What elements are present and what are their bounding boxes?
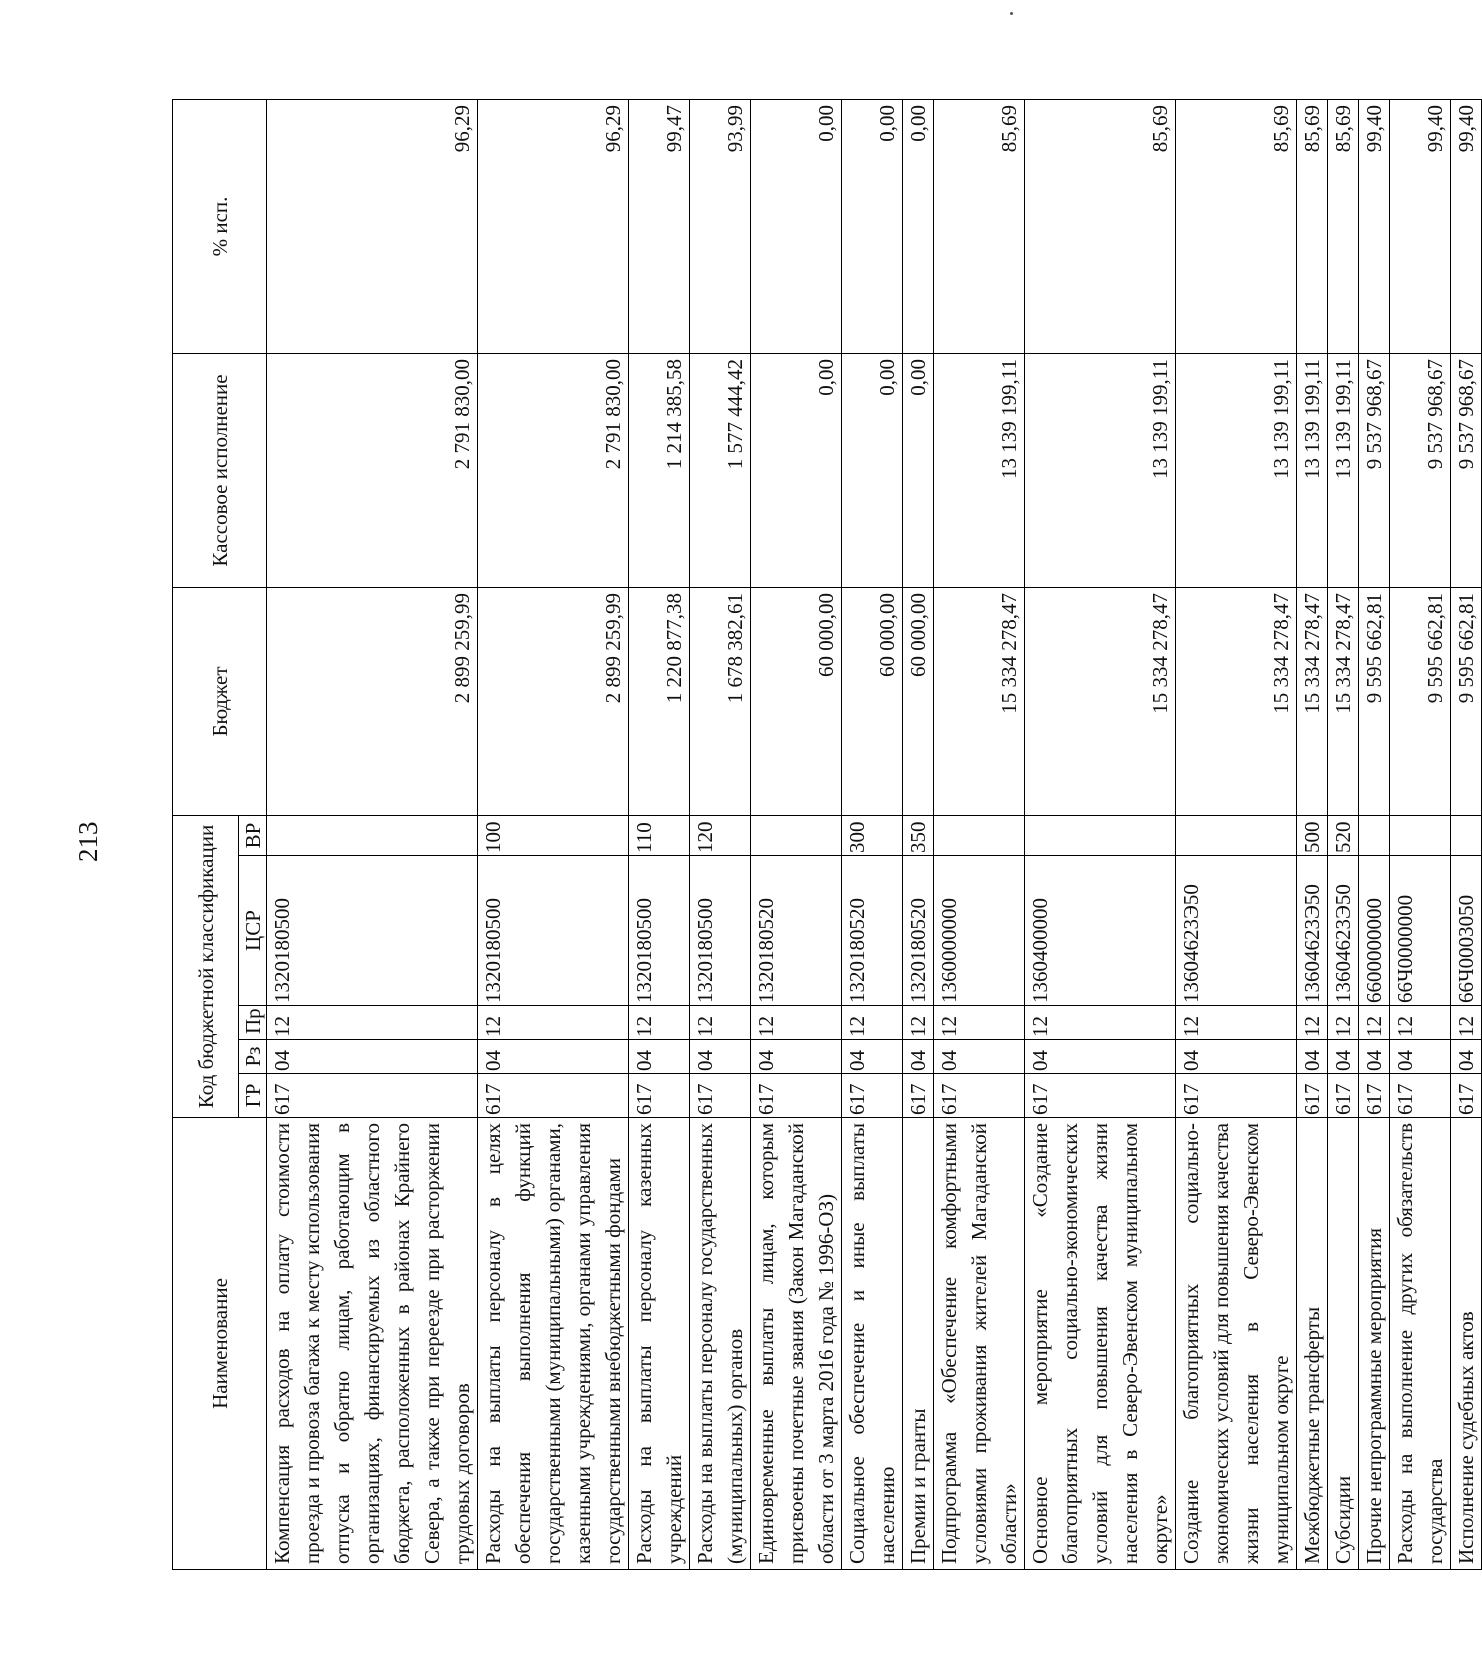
header-name: Наименование bbox=[173, 1118, 267, 1570]
cell-rz: 04 bbox=[1328, 1040, 1359, 1074]
cell-pr: 12 bbox=[267, 1006, 478, 1040]
cell-rz: 04 bbox=[690, 1040, 751, 1074]
cell-name: Межбюджетные трансферты bbox=[1297, 1118, 1328, 1570]
table-row bbox=[1451, 99, 1482, 1569]
cell-gr: 617 bbox=[934, 1074, 1025, 1118]
cell-cash: 9 537 968,67 bbox=[1390, 353, 1451, 587]
cell-rz: 04 bbox=[629, 1040, 690, 1074]
cell-pct: 99,40 bbox=[1359, 99, 1390, 353]
cell-vr: 110 bbox=[629, 815, 690, 855]
header-pct: % исп. bbox=[173, 99, 267, 353]
cell-pct: 0,00 bbox=[903, 99, 934, 353]
table-row bbox=[934, 99, 1025, 1569]
cell-csr: 1360000000 bbox=[934, 856, 1025, 1006]
cell-csr: 66Ч0003050 bbox=[1451, 856, 1482, 1006]
cell-csr: 13604623Э50 bbox=[1297, 856, 1328, 1006]
cell-csr: 1320180500 bbox=[629, 856, 690, 1006]
cell-cash: 0,00 bbox=[842, 353, 903, 587]
cell-pr: 12 bbox=[1297, 1006, 1328, 1040]
cell-cash: 2 791 830,00 bbox=[267, 353, 478, 587]
cell-vr bbox=[934, 815, 1025, 855]
table-row bbox=[1390, 99, 1451, 1569]
cell-cash: 13 139 199,11 bbox=[1176, 353, 1297, 587]
cell-gr: 617 bbox=[1176, 1074, 1297, 1118]
cell-csr: 6600000000 bbox=[1359, 856, 1390, 1006]
cell-vr bbox=[267, 815, 478, 855]
cell-csr: 1320180520 bbox=[842, 856, 903, 1006]
header-pr: Пр bbox=[239, 1006, 267, 1040]
cell-gr: 617 bbox=[751, 1074, 842, 1118]
cell-vr bbox=[1451, 815, 1482, 855]
cell-pr: 12 bbox=[751, 1006, 842, 1040]
cell-budget: 60 000,00 bbox=[903, 587, 934, 815]
cell-vr bbox=[1176, 815, 1297, 855]
table-row bbox=[751, 99, 842, 1569]
cell-csr: 13604623Э50 bbox=[1328, 856, 1359, 1006]
cell-budget: 1 678 382,61 bbox=[690, 587, 751, 815]
page-number: 213 bbox=[73, 821, 103, 862]
cell-csr: 13604623Э50 bbox=[1176, 856, 1297, 1006]
cell-pct: 99,47 bbox=[629, 99, 690, 353]
cell-name: Расходы на выполнение других обязательств государства bbox=[1390, 1118, 1451, 1570]
cell-name: Единовременные выплаты лицам, которым присвоены почетные звания (Закон Магаданской области от 3 марта 2016 года № 1996-ОЗ) bbox=[751, 1118, 842, 1570]
cell-budget: 15 334 278,47 bbox=[934, 587, 1025, 815]
cell-budget: 9 595 662,81 bbox=[1390, 587, 1451, 815]
header-gr: ГР bbox=[239, 1074, 267, 1118]
cell-pr: 12 bbox=[629, 1006, 690, 1040]
cell-rz: 04 bbox=[1025, 1040, 1176, 1074]
cell-name: Расходы на выплаты персоналу казенных учреждений bbox=[629, 1118, 690, 1570]
cell-gr: 617 bbox=[1025, 1074, 1176, 1118]
cell-vr: 350 bbox=[903, 815, 934, 855]
cell-gr: 617 bbox=[1451, 1074, 1482, 1118]
cell-pr: 12 bbox=[842, 1006, 903, 1040]
cell-vr bbox=[1025, 815, 1176, 855]
cell-name: Основное мероприятие «Создание благоприятных социально-экономических условий для повышения качества жизни населения в Северо-Эвенском муниципальном округе» bbox=[1025, 1118, 1176, 1570]
cell-rz: 04 bbox=[751, 1040, 842, 1074]
cell-gr: 617 bbox=[690, 1074, 751, 1118]
cell-csr: 1320180500 bbox=[690, 856, 751, 1006]
cell-cash: 13 139 199,11 bbox=[934, 353, 1025, 587]
cell-pct: 0,00 bbox=[751, 99, 842, 353]
cell-cash: 13 139 199,11 bbox=[1297, 353, 1328, 587]
cell-csr: 1320180520 bbox=[903, 856, 934, 1006]
cell-vr: 300 bbox=[842, 815, 903, 855]
table-row bbox=[690, 99, 751, 1569]
cell-pr: 12 bbox=[903, 1006, 934, 1040]
cell-pr: 12 bbox=[1025, 1006, 1176, 1040]
header-code-group: Код бюджетной классификации bbox=[173, 815, 239, 1117]
header-cash: Кассовое исполнение bbox=[173, 353, 267, 587]
cell-pct: 85,69 bbox=[1025, 99, 1176, 353]
cell-pr: 12 bbox=[1390, 1006, 1451, 1040]
cell-budget: 15 334 278,47 bbox=[1025, 587, 1176, 815]
cell-vr: 100 bbox=[478, 815, 629, 855]
cell-rz: 04 bbox=[842, 1040, 903, 1074]
cell-pct: 85,69 bbox=[1328, 99, 1359, 353]
table-header bbox=[173, 99, 267, 1569]
cell-name: Создание благоприятных социально-экономических условий для повышения качества жизни населения в Северо-Эвенском муниципальном округе bbox=[1176, 1118, 1297, 1570]
cell-name: Премии и гранты bbox=[903, 1118, 934, 1570]
table-row bbox=[1328, 99, 1359, 1569]
cell-pct: 85,69 bbox=[1176, 99, 1297, 353]
cell-vr: 520 bbox=[1328, 815, 1359, 855]
cell-name: Расходы на выплаты персоналу государственных (муниципальных) органов bbox=[690, 1118, 751, 1570]
cell-pr: 12 bbox=[1451, 1006, 1482, 1040]
cell-name: Подпрограмма «Обеспечение комфортными условиями проживания жителей Магаданской области» bbox=[934, 1118, 1025, 1570]
table-row bbox=[842, 99, 903, 1569]
cell-name: Расходы на выплаты персоналу в целях обеспечения выполнения функций государственными (муниципальными) органами, казенными учреждениями, органами управления государственными внебюджетными фондами bbox=[478, 1118, 629, 1570]
cell-cash: 9 537 968,67 bbox=[1359, 353, 1390, 587]
cell-budget: 9 595 662,81 bbox=[1359, 587, 1390, 815]
cell-name: Социальное обеспечение и иные выплаты населению bbox=[842, 1118, 903, 1570]
cell-cash: 0,00 bbox=[751, 353, 842, 587]
cell-pr: 12 bbox=[1328, 1006, 1359, 1040]
cell-vr bbox=[1390, 815, 1451, 855]
cell-pct: 93,99 bbox=[690, 99, 751, 353]
cell-cash: 9 537 968,67 bbox=[1451, 353, 1482, 587]
cell-budget: 15 334 278,47 bbox=[1328, 587, 1359, 815]
cell-csr: 66Ч0000000 bbox=[1390, 856, 1451, 1006]
cell-cash: 1 214 385,58 bbox=[629, 353, 690, 587]
cell-csr: 1320180500 bbox=[267, 856, 478, 1006]
cell-gr: 617 bbox=[1359, 1074, 1390, 1118]
cell-vr: 120 bbox=[690, 815, 751, 855]
cell-cash: 2 791 830,00 bbox=[478, 353, 629, 587]
header-budget: Бюджет bbox=[173, 587, 267, 815]
cell-pr: 12 bbox=[1176, 1006, 1297, 1040]
cell-cash: 13 139 199,11 bbox=[1328, 353, 1359, 587]
cell-vr bbox=[1359, 815, 1390, 855]
cell-csr: 1360400000 bbox=[1025, 856, 1176, 1006]
cell-rz: 04 bbox=[478, 1040, 629, 1074]
table-row bbox=[903, 99, 934, 1569]
cell-budget: 15 334 278,47 bbox=[1176, 587, 1297, 815]
cell-gr: 617 bbox=[1328, 1074, 1359, 1118]
cell-name: Субсидии bbox=[1328, 1118, 1359, 1570]
cell-pr: 12 bbox=[1359, 1006, 1390, 1040]
cell-pct: 99,40 bbox=[1451, 99, 1482, 353]
cell-rz: 04 bbox=[903, 1040, 934, 1074]
table-row bbox=[1359, 99, 1390, 1569]
table-row bbox=[478, 99, 629, 1569]
cell-gr: 617 bbox=[1390, 1074, 1451, 1118]
cell-rz: 04 bbox=[1390, 1040, 1451, 1074]
cell-cash: 1 577 444,42 bbox=[690, 353, 751, 587]
cell-gr: 617 bbox=[629, 1074, 690, 1118]
cell-name: Компенсация расходов на оплату стоимости проезда и провоза багажа к месту использования отпуска и обратно лицам, работающим в организациях, финансируемых из областного бюджета, расположенных в районах Крайнего Севера, а также при переезде при расторжении трудовых договоров bbox=[267, 1118, 478, 1570]
table-row bbox=[1176, 99, 1297, 1569]
cell-budget: 60 000,00 bbox=[751, 587, 842, 815]
cell-pct: 0,00 bbox=[842, 99, 903, 353]
cell-rz: 04 bbox=[1359, 1040, 1390, 1074]
cell-pct: 96,29 bbox=[478, 99, 629, 353]
table-row bbox=[267, 99, 478, 1569]
cell-budget: 15 334 278,47 bbox=[1297, 587, 1328, 815]
cell-name: Исполнение судебных актов bbox=[1451, 1118, 1482, 1570]
cell-pct: 99,40 bbox=[1390, 99, 1451, 353]
scan-speck bbox=[1010, 12, 1013, 15]
cell-vr: 500 bbox=[1297, 815, 1328, 855]
cell-rz: 04 bbox=[934, 1040, 1025, 1074]
cell-pr: 12 bbox=[934, 1006, 1025, 1040]
cell-gr: 617 bbox=[478, 1074, 629, 1118]
header-rz: Рз bbox=[239, 1040, 267, 1074]
cell-gr: 617 bbox=[842, 1074, 903, 1118]
cell-rz: 04 bbox=[1451, 1040, 1482, 1074]
cell-rz: 04 bbox=[1176, 1040, 1297, 1074]
cell-budget: 9 595 662,81 bbox=[1451, 587, 1482, 815]
cell-name: Прочие непрограммные мероприятия bbox=[1359, 1118, 1390, 1570]
table-row bbox=[1297, 99, 1328, 1569]
cell-pr: 12 bbox=[690, 1006, 751, 1040]
cell-csr: 1320180520 bbox=[751, 856, 842, 1006]
cell-pct: 96,29 bbox=[267, 99, 478, 353]
cell-pct: 85,69 bbox=[934, 99, 1025, 353]
cell-pr: 12 bbox=[478, 1006, 629, 1040]
cell-gr: 617 bbox=[1297, 1074, 1328, 1118]
budget-execution-table bbox=[172, 99, 1482, 1570]
cell-gr: 617 bbox=[267, 1074, 478, 1118]
cell-cash: 0,00 bbox=[903, 353, 934, 587]
table-body bbox=[267, 99, 1482, 1569]
cell-gr: 617 bbox=[903, 1074, 934, 1118]
cell-csr: 1320180500 bbox=[478, 856, 629, 1006]
cell-budget: 60 000,00 bbox=[842, 587, 903, 815]
rotated-page-content bbox=[172, 100, 1478, 1570]
cell-pct: 85,69 bbox=[1297, 99, 1328, 353]
cell-rz: 04 bbox=[267, 1040, 478, 1074]
table-row bbox=[629, 99, 690, 1569]
cell-cash: 13 139 199,11 bbox=[1025, 353, 1176, 587]
cell-vr bbox=[751, 815, 842, 855]
cell-budget: 2 899 259,99 bbox=[478, 587, 629, 815]
header-csr: ЦСР bbox=[239, 856, 267, 1006]
header-vr: ВР bbox=[239, 815, 267, 855]
cell-budget: 1 220 877,38 bbox=[629, 587, 690, 815]
cell-budget: 2 899 259,99 bbox=[267, 587, 478, 815]
cell-rz: 04 bbox=[1297, 1040, 1328, 1074]
table-row bbox=[1025, 99, 1176, 1569]
